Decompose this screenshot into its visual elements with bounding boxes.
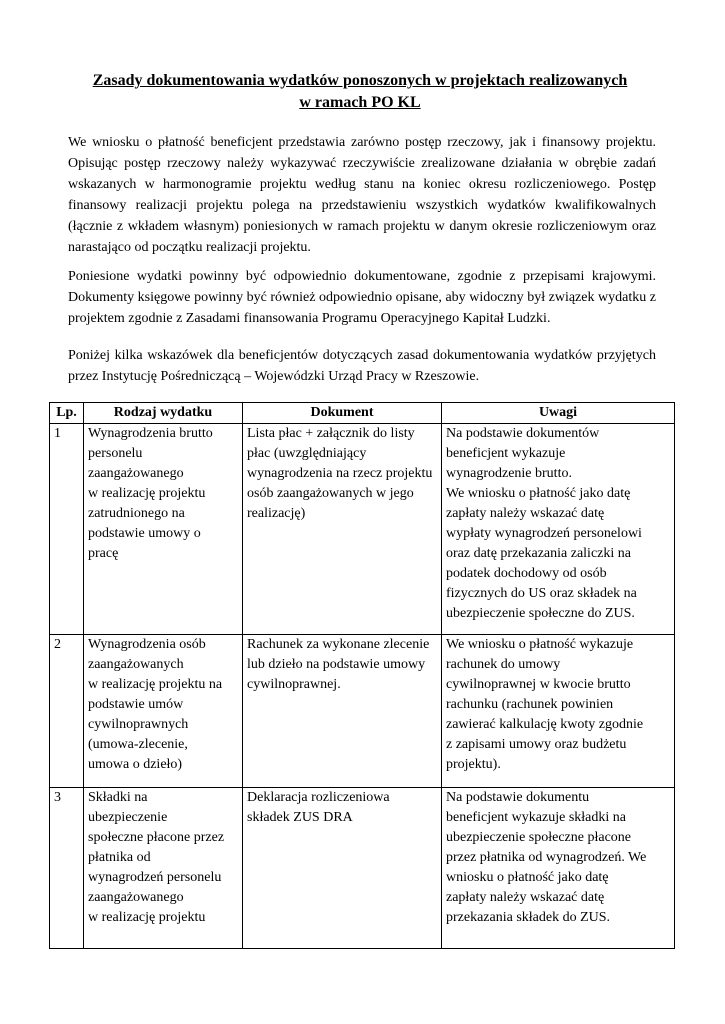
header-dokument: Dokument (243, 403, 442, 424)
header-lp: Lp. (50, 403, 84, 424)
cell-dokument: Deklaracja rozliczeniowa składek ZUS DRA (243, 788, 442, 949)
table-row (50, 424, 675, 635)
paragraph-documentation: Poniesione wydatki powinny być odpowiednio dokumentowane, zgodnie z przepisami krajowymi. Dokumenty księgowe powinny być również odpowiednio opisane, aby widoczny był związek wydatku z projektem zgodnie z Zasadami finansowania Programu Operacyjnego Kapitał Ludzki. (68, 269, 656, 326)
cell-rodzaj-wydatku: Wynagrodzenia osób zaangażowanych w realizację projektu na podstawie umów cywilnoprawnych (umowa-zlecenie, umowa o dzieło) (84, 635, 243, 788)
cell-rodzaj-wydatku: Składki na ubezpieczenie społeczne płacone przez płatnika od wynagrodzeń personelu zaangażowanego w realizację projektu (84, 788, 243, 949)
cell-dokument: Lista płac + załącznik do listy płac (uwzględniający wynagrodzenia na rzecz projektu osób zaangażowanych w jego realizację) (243, 424, 442, 635)
paragraph-intro: We wniosku o płatność beneficjent przedstawia zarówno postęp rzeczowy, jak i finansowy projektu. Opisując postęp rzeczowy należy wykazywać rzeczywiście zrealizowane działania w obrębie zadań wskazanych w harmonogramie projektu według stanu na koniec okresu rozliczeniowego. Postęp finansowy realizacji projektu polega na przedstawieniu wszystkich wydatków kwalifikowalnych (łącznie z wkładem własnym) poniesionych w ramach projektu w danym okresie rozliczeniowym oraz narastająco od początku realizacji projektu. (68, 135, 656, 255)
cell-lp: 3 (50, 788, 84, 949)
cell-rodzaj-wydatku: Wynagrodzenia brutto personelu zaangażowanego w realizację projektu zatrudnionego na podstawie umowy o pracę (84, 424, 243, 635)
cell-uwagi: Na podstawie dokumentu beneficjent wykazuje składki na ubezpieczenie społeczne płacone przez płatnika od wynagrodzeń. We wniosku o płatność jako datę zapłaty należy wskazać datę przekazania składek do ZUS. (442, 788, 675, 949)
table-header-row (50, 403, 675, 424)
document-title (60, 70, 660, 114)
cell-lp: 1 (50, 424, 84, 635)
title-line-1: Zasady dokumentowania wydatków ponoszonych w projektach realizowanych (92, 72, 628, 89)
expense-table (49, 402, 675, 949)
paragraph-guidelines: Poniżej kilka wskazówek dla beneficjentów dotyczących zasad dokumentowania wydatków przyjętych przez Instytucję Pośredniczącą – Wojewódzki Urząd Pracy w Rzeszowie. (68, 348, 656, 384)
cell-uwagi: Na podstawie dokumentów beneficjent wykazuje wynagrodzenie brutto. We wniosku o płatność jako datę zapłaty należy wskazać datę wypłaty wynagrodzeń personelowi oraz datę przekazania zaliczki na podatek dochodowy od osób fizycznych do US oraz składek na ubezpieczenie społeczne do ZUS. (442, 424, 675, 635)
header-rodzaj-wydatku: Rodzaj wydatku (84, 403, 243, 424)
cell-dokument: Rachunek za wykonane zlecenie lub dzieło na podstawie umowy cywilnoprawnej. (243, 635, 442, 788)
title-line-2: w ramach PO KL (299, 94, 421, 111)
cell-uwagi: We wniosku o płatność wykazuje rachunek do umowy cywilnoprawnej w kwocie brutto rachunku (rachunek powinien zawierać kalkulację kwoty zgodnie z zapisami umowy oraz budżetu projektu). (442, 635, 675, 788)
table-row (50, 788, 675, 949)
header-uwagi: Uwagi (442, 403, 675, 424)
table-row (50, 635, 675, 788)
cell-lp: 2 (50, 635, 84, 788)
